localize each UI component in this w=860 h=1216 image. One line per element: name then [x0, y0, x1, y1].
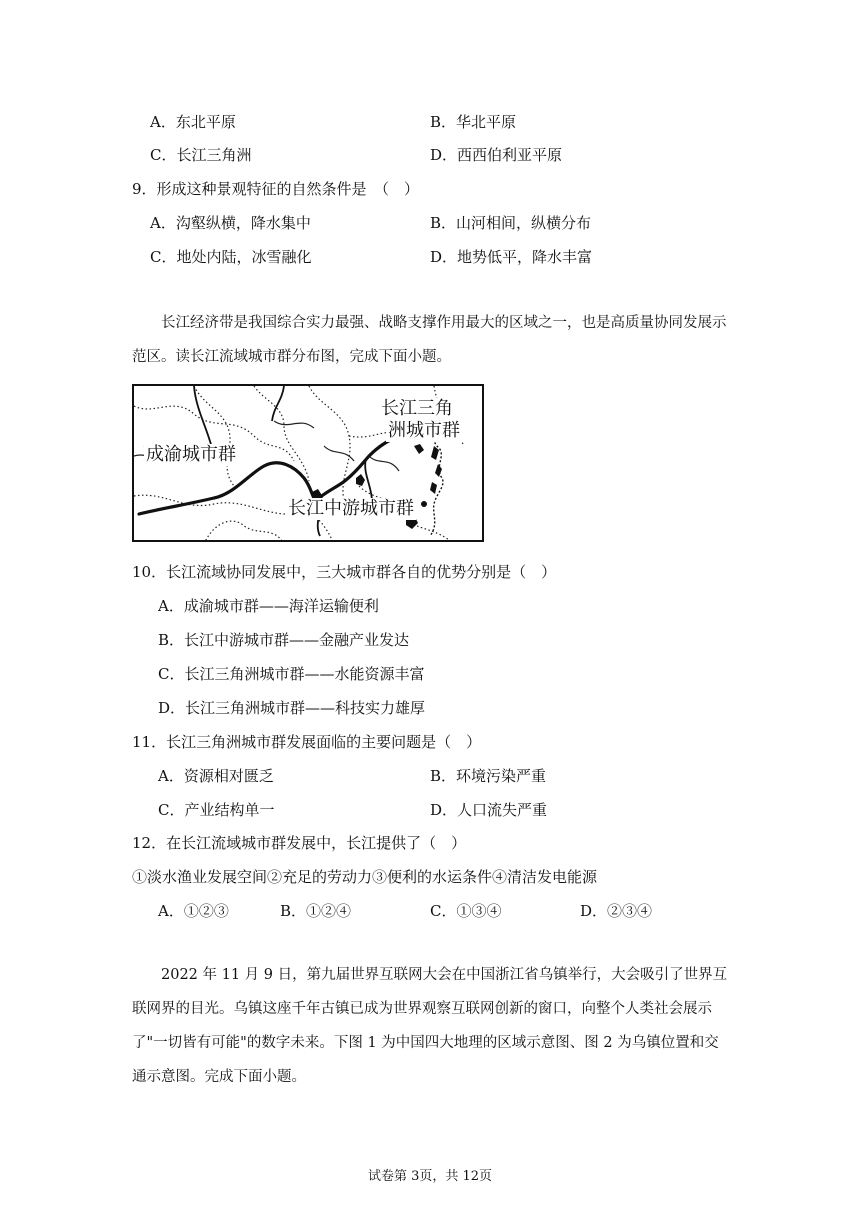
option-text: ①③④	[456, 902, 502, 920]
passage-text: 长江经济带是我国综合实力最强、战略支撑作用最大的区域之一，也是高质量协同发展示范区。读长江流域城市群分布图，完成下面小题。	[132, 315, 727, 365]
yangtze-city-cluster-map	[132, 384, 484, 542]
q10-option-b[interactable]	[158, 630, 409, 650]
option-label: D．	[430, 146, 458, 164]
passage-wuzhen	[132, 958, 732, 1094]
option-label: D．	[430, 801, 458, 819]
label-middle-reaches: 长江中游城市群	[288, 498, 414, 519]
q10-option-c[interactable]	[158, 664, 425, 684]
q11-stem: 11．长江三角洲城市群发展面临的主要问题是（ ）	[132, 733, 482, 751]
option-text: 资源相对匮乏	[183, 767, 274, 785]
q12-option-a[interactable]	[158, 901, 229, 921]
label-chengyu: 成渝城市群	[146, 444, 236, 465]
q8-option-a[interactable]	[150, 112, 236, 132]
option-label: C．	[158, 665, 185, 683]
option-text: 地处内陆，冰雪融化	[176, 248, 312, 266]
q10-option-a[interactable]	[158, 596, 379, 616]
option-text: 华北平原	[456, 113, 517, 131]
option-text: 长江三角洲城市群——科技实力雄厚	[185, 699, 426, 717]
label-yrd-line1: 长江三角	[381, 398, 453, 419]
q12-option-d[interactable]	[580, 901, 652, 921]
option-text: 长江三角洲	[176, 146, 252, 164]
option-text: 西西伯利亚平原	[457, 146, 563, 164]
option-text: ②③④	[607, 902, 653, 920]
q10-option-d[interactable]	[158, 698, 425, 718]
q12-stem: 12．在长江流域城市群发展中，长江提供了（ ）	[132, 834, 467, 852]
q12-items: ①淡水渔业发展空间②充足的劳动力③便利的水运条件④清洁发电能源	[132, 868, 598, 886]
label-yrd-line2: 洲城市群	[388, 420, 460, 441]
option-label: B．	[280, 902, 307, 920]
q9-option-b[interactable]	[430, 213, 591, 233]
option-text: 产业结构单一	[184, 801, 275, 819]
option-text: 环境污染严重	[456, 767, 547, 785]
q12-option-c[interactable]	[430, 901, 502, 921]
option-label: B．	[430, 214, 457, 232]
option-text: 长江三角洲城市群——水能资源丰富	[184, 665, 425, 683]
q8-option-c[interactable]	[150, 145, 252, 165]
passage-yangtze	[132, 306, 732, 374]
option-label: D．	[158, 699, 186, 717]
q11-option-c[interactable]	[158, 800, 275, 820]
option-text: ①②③	[183, 902, 229, 920]
page-footer: 试卷第 3页，共 12页	[367, 1169, 493, 1184]
option-label: C．	[158, 801, 185, 819]
option-label: A．	[150, 214, 176, 232]
q10-stem: 10．长江流域协同发展中，三大城市群各自的优势分别是（ ）	[132, 563, 557, 581]
option-label: C．	[150, 248, 177, 266]
option-label: A．	[158, 597, 184, 615]
option-label: C．	[430, 902, 457, 920]
option-text: 沟壑纵横，降水集中	[175, 214, 311, 232]
option-label: B．	[430, 113, 457, 131]
option-text: 人口流失严重	[457, 801, 548, 819]
option-label: D．	[580, 902, 608, 920]
option-label: B．	[158, 631, 185, 649]
option-text: ①②④	[306, 902, 352, 920]
option-text: 成渝城市群——海洋运输便利	[183, 597, 379, 615]
option-text: 东北平原	[175, 113, 236, 131]
q11-option-d[interactable]	[430, 800, 547, 820]
q11-option-a[interactable]	[158, 766, 274, 786]
q8-option-d[interactable]	[430, 145, 562, 165]
option-label: A．	[158, 767, 184, 785]
q8-option-b[interactable]	[430, 112, 516, 132]
option-text: 山河相间，纵横分布	[456, 214, 592, 232]
passage-text: 2022 年 11 月 9 日，第九届世界互联网大会在中国浙江省乌镇举行，大会吸引了世界互联网界的目光。乌镇这座千年古镇已成为世界观察互联网创新的窗口，向整个人类社会展示了"一切皆有可能"的数字未来。下图 1 为中国四大地理的区域示意图、图 2 为乌镇位置和交通示意图。完成下面小题。	[132, 967, 728, 1085]
option-label: A．	[158, 902, 184, 920]
q12-option-b[interactable]	[280, 901, 351, 921]
option-text: 长江中游城市群——金融产业发达	[184, 631, 410, 649]
q9-option-d[interactable]	[430, 247, 592, 267]
option-label: D．	[430, 248, 458, 266]
option-text: 地势低平，降水丰富	[457, 248, 593, 266]
q9-stem: 9．形成这种景观特征的自然条件是 （ ）	[132, 180, 420, 198]
option-label: A．	[150, 113, 176, 131]
q9-option-a[interactable]	[150, 213, 311, 233]
option-label: C．	[150, 146, 177, 164]
option-label: B．	[430, 767, 457, 785]
q11-option-b[interactable]	[430, 766, 546, 786]
q9-option-c[interactable]	[150, 247, 312, 267]
